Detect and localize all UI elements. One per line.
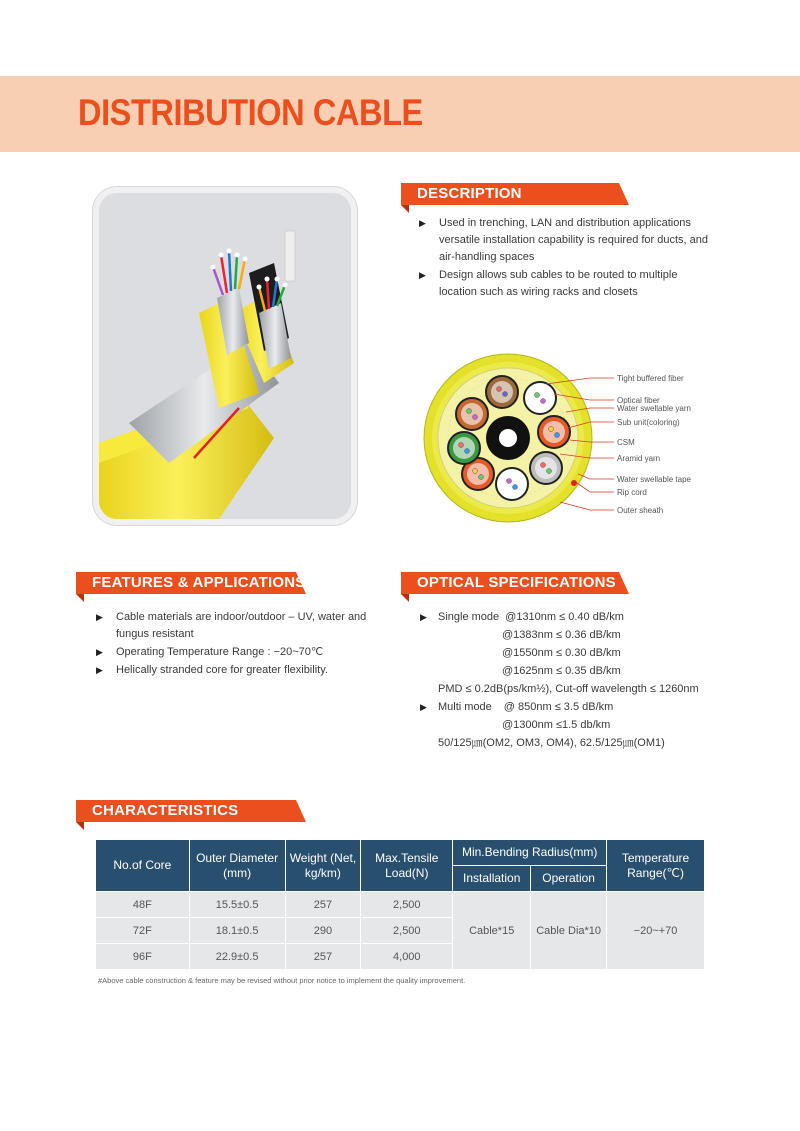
footnote: #Above cable construction & feature may be revised without prior notice to implement the quality improvement.: [98, 976, 466, 985]
feature-item: ▶ Cable materials are indoor/outdoor – UV, water and fungus resistant: [96, 611, 367, 640]
header-diameter: Outer Diameter (mm): [189, 840, 285, 892]
bullet-arrow-icon: ▶: [420, 702, 427, 712]
cable-cross-section-diagram: [420, 350, 710, 530]
description-tab: [401, 183, 629, 205]
pmd-spec: PMD ≤ 0.2dB(ps/km½), Cut-off wavelength ≤ 1260nm: [438, 683, 699, 695]
operation-value: Cable Dia*10: [531, 892, 607, 970]
diagram-label: Rip cord: [617, 488, 647, 497]
temperature-value: −20~+70: [607, 892, 705, 970]
diagram-label: Water swellable tape: [617, 475, 691, 484]
header-core: No.of Core: [96, 840, 190, 892]
spec-line: @1300nm ≤1.5 db/km: [502, 719, 611, 731]
cable-illustration: [99, 193, 351, 519]
feature-item: ▶ Helically stranded core for greater flexibility.: [96, 662, 396, 679]
features-tab: [76, 572, 306, 594]
table-row: 96F 22.9±0.5 257 4,000: [96, 944, 705, 970]
header-bending: Min.Bending Radius(mm): [453, 840, 607, 866]
multi-mode-spec: ▶ Multi mode @ 850nm ≤ 3.5 dB/km: [420, 698, 613, 716]
installation-value: Cable*15: [453, 892, 531, 970]
characteristics-tab: [76, 800, 306, 822]
bullet-arrow-icon: ▶: [96, 647, 103, 657]
optical-heading: OPTICAL SPECIFICATIONS: [417, 574, 616, 591]
bullet-arrow-icon: ▶: [420, 612, 427, 622]
characteristics-table: [95, 839, 705, 970]
diagram-label: Outer sheath: [617, 506, 664, 515]
spec-line: @1310nm ≤ 0.40 dB/km: [505, 611, 624, 623]
diagram-label: Aramid yarn: [617, 454, 661, 463]
description-list: [419, 215, 749, 302]
spec-line: @1550nm ≤ 0.30 dB/km: [502, 647, 621, 659]
diagram-label: Water swellable yarn: [617, 404, 691, 413]
bullet-arrow-icon: ▶: [96, 665, 103, 675]
table-row: 48F 15.5±0.5 257 2,500 Cable*15 Cable Dia*10 −20~+70: [96, 892, 705, 918]
characteristics-heading: CHARACTERISTICS: [92, 802, 239, 819]
features-list: [96, 609, 396, 680]
description-item: ▶ Used in trenching, LAN and distribution applications versatile installation capability is required for ducts, and air-handling spaces: [419, 217, 709, 263]
page-title: DISTRIBUTION CABLE: [78, 92, 423, 133]
description-item: ▶ Design allows sub cables to be routed to multiple location such as wiring racks and closets: [419, 269, 678, 298]
feature-item: ▶ Operating Temperature Range : −20~70℃: [96, 644, 396, 661]
optical-tab: [401, 572, 629, 594]
features-heading: FEATURES & APPLICATIONS: [92, 574, 306, 591]
bullet-arrow-icon: ▶: [419, 270, 426, 280]
spec-line: @1383nm ≤ 0.36 dB/km: [502, 629, 621, 641]
bullet-arrow-icon: ▶: [96, 612, 103, 622]
cable-photo: [93, 187, 357, 525]
spec-line: @ 850nm ≤ 3.5 dB/km: [503, 701, 614, 713]
header-tensile: Max.Tensile Load(N): [361, 840, 453, 892]
header-weight: Weight (Net, kg/km): [285, 840, 361, 892]
diagram-label: Tight buffered fiber: [617, 374, 684, 383]
diagram-label: Sub unit(coloring): [617, 418, 680, 427]
table-row: 72F 18.1±0.5 290 2,500: [96, 918, 705, 944]
single-mode-spec: ▶ Single mode @1310nm ≤ 0.40 dB/km: [420, 608, 624, 626]
bullet-arrow-icon: ▶: [419, 218, 426, 228]
spec-line: @1625nm ≤ 0.35 dB/km: [502, 665, 621, 677]
header-operation: Operation: [531, 866, 607, 892]
description-heading: DESCRIPTION: [417, 185, 522, 202]
fiber-types: 50/125㎛(OM2, OM3, OM4), 62.5/125㎛(OM1): [438, 737, 665, 749]
header-installation: Installation: [453, 866, 531, 892]
diagram-label: CSM: [617, 438, 635, 447]
diagram-label: Optical fiber: [617, 396, 660, 405]
header-temperature: Temperature Range(℃): [607, 840, 705, 892]
